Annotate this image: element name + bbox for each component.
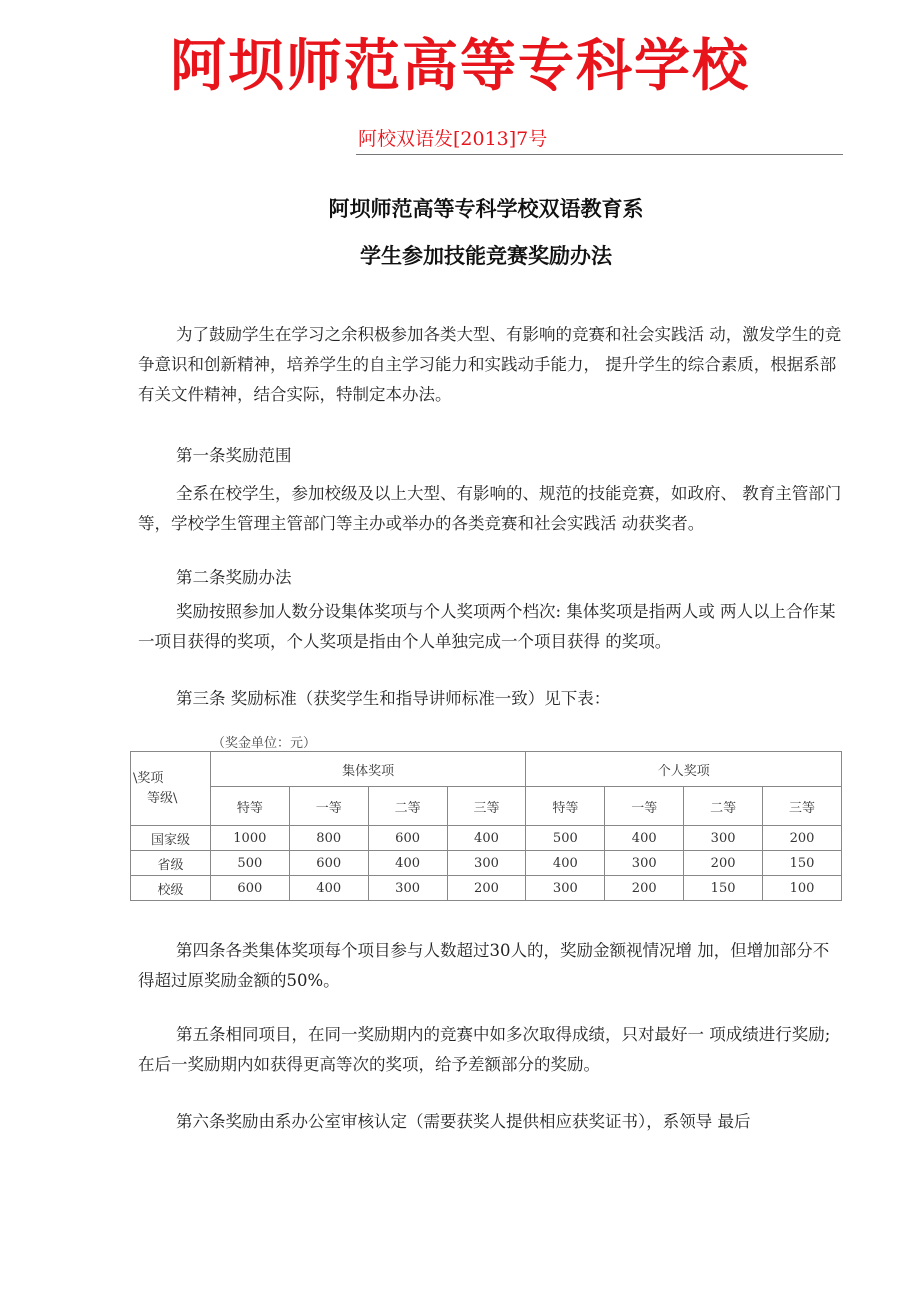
table-cell: 200 <box>447 876 526 901</box>
article6-paragraph: 第六条奖励由系办公室审核认定（需要获奖人提供相应获奖证书），系领导 最后 <box>176 1112 751 1131</box>
subheader-cell: 特等 <box>526 787 605 826</box>
article4-paragraph: 第四条各类集体奖项每个项目参与人数超过30人的，奖励金额视情况增 加，但增加部分不得超过原奖励金额的50%。 <box>138 941 830 990</box>
table-unit-note: （奖金单位：元） <box>212 736 317 751</box>
table-cell: 400 <box>368 851 447 876</box>
table-cell: 500 <box>210 851 289 876</box>
table-cell: 400 <box>289 876 368 901</box>
corner-award-label: \奖项 <box>133 770 164 786</box>
subheader-cell: 特等 <box>210 787 289 826</box>
table-cell: 400 <box>526 851 605 876</box>
document-title-line1: 阿坝师范高等专科学校双语教育系 <box>328 197 644 221</box>
table-cell: 150 <box>684 876 763 901</box>
table-cell: 200 <box>605 876 684 901</box>
table-cell: 600 <box>289 851 368 876</box>
table-cell: 400 <box>605 826 684 851</box>
award-table <box>130 751 842 901</box>
row-level-label: 校级 <box>131 876 211 901</box>
subheader-cell: 三等 <box>447 787 526 826</box>
article1-body: 全系在校学生，参加校级及以上大型、有影响的、规范的技能竞赛，如政府、 教育主管部门等，学校学生管理主管部门等主办或举办的各类竞赛和社会实践活 动获奖者。 <box>138 484 842 533</box>
table-row <box>131 876 842 901</box>
school-banner: 阿坝师范高等专科学校 <box>170 34 750 99</box>
document-title-line2: 学生参加技能竞赛奖励办法 <box>360 244 612 268</box>
collective-award-header: 集体奖项 <box>210 752 526 787</box>
table-cell: 600 <box>368 826 447 851</box>
article5-paragraph: 第五条相同项目，在同一奖励期内的竞赛中如多次取得成绩，只对最好一 项成绩进行奖励;在后一奖励期内如获得更高等次的奖项，给予差额部分的奖励。 <box>138 1025 831 1074</box>
header-rule <box>356 154 843 155</box>
table-cell: 300 <box>526 876 605 901</box>
table-cell: 300 <box>447 851 526 876</box>
table-cell: 600 <box>210 876 289 901</box>
row-level-label: 国家级 <box>131 826 211 851</box>
article2-body: 奖励按照参加人数分设集体奖项与个人奖项两个档次: 集体奖项是指两人或 两人以上合作某一项目获得的奖项，个人奖项是指由个人单独完成一个项目获得 的奖项。 <box>138 602 836 651</box>
table-cell: 1000 <box>210 826 289 851</box>
subheader-cell: 一等 <box>605 787 684 826</box>
table-cell: 200 <box>684 851 763 876</box>
individual-award-header: 个人奖项 <box>526 752 842 787</box>
table-subheader-row <box>131 787 842 826</box>
table-cell: 300 <box>605 851 684 876</box>
table-cell: 400 <box>447 826 526 851</box>
intro-paragraph: 为了鼓励学生在学习之余积极参加各类大型、有影响的竞赛和社会实践活 动，激发学生的竞争意识和创新精神，培养学生的自主学习能力和实践动手能力， 提升学生的综合素质，根据系部有关文件精神，结合实际，特制定本办法。 <box>138 325 842 404</box>
document-number: 阿校双语发[2013]7号 <box>358 128 548 150</box>
article1-heading: 第一条奖励范围 <box>176 446 292 465</box>
subheader-cell: 二等 <box>684 787 763 826</box>
table-row <box>131 826 842 851</box>
table-header-row <box>131 752 842 787</box>
table-cell: 500 <box>526 826 605 851</box>
table-cell: 800 <box>289 826 368 851</box>
corner-level-label: 等级\ <box>147 790 178 806</box>
table-corner-cell <box>131 752 211 826</box>
article2-heading: 第二条奖励办法 <box>176 568 292 587</box>
table-cell: 300 <box>368 876 447 901</box>
article3-text: 第三条 奖励标准（获奖学生和指导讲师标准一致）见下表： <box>176 689 611 708</box>
table-cell: 150 <box>763 851 842 876</box>
table-cell: 200 <box>763 826 842 851</box>
subheader-cell: 二等 <box>368 787 447 826</box>
row-level-label: 省级 <box>131 851 211 876</box>
table-cell: 300 <box>684 826 763 851</box>
table-row <box>131 851 842 876</box>
subheader-cell: 三等 <box>763 787 842 826</box>
table-cell: 100 <box>763 876 842 901</box>
subheader-cell: 一等 <box>289 787 368 826</box>
